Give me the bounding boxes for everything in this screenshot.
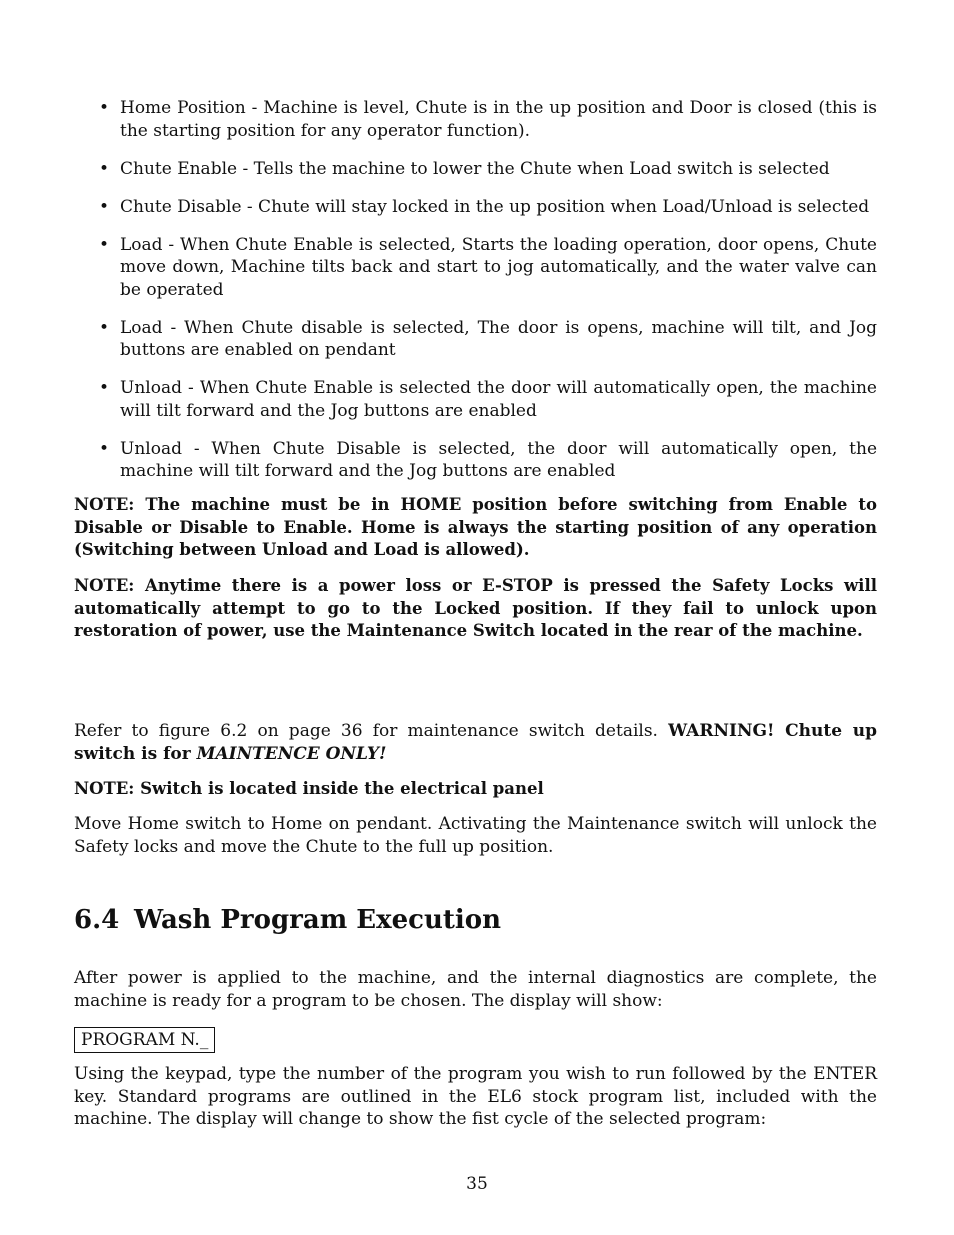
bullet-icon: • (99, 158, 110, 179)
after-power-paragraph: After power is applied to the machine, and the internal diagnostics are complete, the machine is ready for a program to be chosen. The display will show: (74, 968, 877, 1011)
note-home-position: NOTE: The machine must be in HOME position before switching from Enable to Disable or Disable to Enable. Home is always the starting position of any operation (Switching between Unload and Load is allowed). (74, 495, 877, 559)
section-number: 6.4 (74, 905, 120, 935)
display-readout: PROGRAM N._ (74, 1027, 215, 1053)
refer-paragraph (74, 720, 877, 765)
list-item (99, 317, 877, 362)
warning-text: WARNING! Chute up switch is for (74, 721, 877, 764)
keypad-paragraph: Using the keypad, type the number of the program you wish to run followed by the ENTER key. Standard programs are outlined in the EL6 stock program list, included with the machine. The display will change to show the fist cycle of the selected program: (74, 1064, 877, 1129)
page-number: 35 (466, 1174, 488, 1194)
list-item-text: Chute Enable - Tells the machine to lower the Chute when Load switch is selected (120, 158, 830, 179)
section-heading (74, 902, 501, 938)
note-switch-location: NOTE: Switch is located inside the electrical panel (74, 779, 544, 798)
list-item-text: Unload - When Chute Enable is selected the door will automatically open, the machine will tilt forward and the Jog buttons are enabled (120, 378, 877, 421)
move-home-paragraph: Move Home switch to Home on pendant. Activating the Maintenance switch will unlock the Safety locks and move the Chute to the full up position. (74, 814, 877, 857)
list-item (99, 438, 877, 483)
refer-text: Refer to figure 6.2 on page 36 for maintenance switch details. (74, 721, 669, 741)
list-item-text: Load - When Chute Enable is selected, Starts the loading operation, door opens, Chute move down, Machine tilts back and start to jog automatically, and the water valve can be operated (120, 234, 877, 300)
bullet-icon: • (99, 234, 110, 255)
bullet-icon: • (99, 438, 110, 459)
list-item (99, 377, 877, 422)
list-item (99, 97, 877, 142)
list-item (99, 158, 877, 181)
warning-emphasis: MAINTENCE ONLY! (196, 743, 387, 764)
list-item-text: Home Position - Machine is level, Chute is in the up position and Door is closed (this is the starting position for any operator function). (120, 98, 877, 141)
note-power-loss: NOTE: Anytime there is a power loss or E-STOP is pressed the Safety Locks will automatically attempt to go to the Locked position. If they fail to unlock upon restoration of power, use the Maintenance Switch located in the rear of the machine. (74, 576, 877, 640)
feature-list (99, 97, 877, 498)
list-item-text: Chute Disable - Chute will stay locked in the up position when Load/Unload is selected (120, 196, 870, 217)
list-item-text: Load - When Chute disable is selected, The door is opens, machine will tilt, and Jog buttons are enabled on pendant (120, 317, 877, 360)
bullet-icon: • (99, 98, 110, 118)
bullet-icon: • (99, 196, 110, 217)
list-item-text: Unload - When Chute Disable is selected, the door will automatically open, the machine will tilt forward and the Jog buttons are enabled (120, 438, 877, 481)
section-title: Wash Program Execution (134, 905, 501, 935)
bullet-icon: • (99, 317, 110, 338)
bullet-icon: • (99, 378, 110, 398)
list-item (99, 234, 877, 302)
list-item (99, 196, 877, 219)
